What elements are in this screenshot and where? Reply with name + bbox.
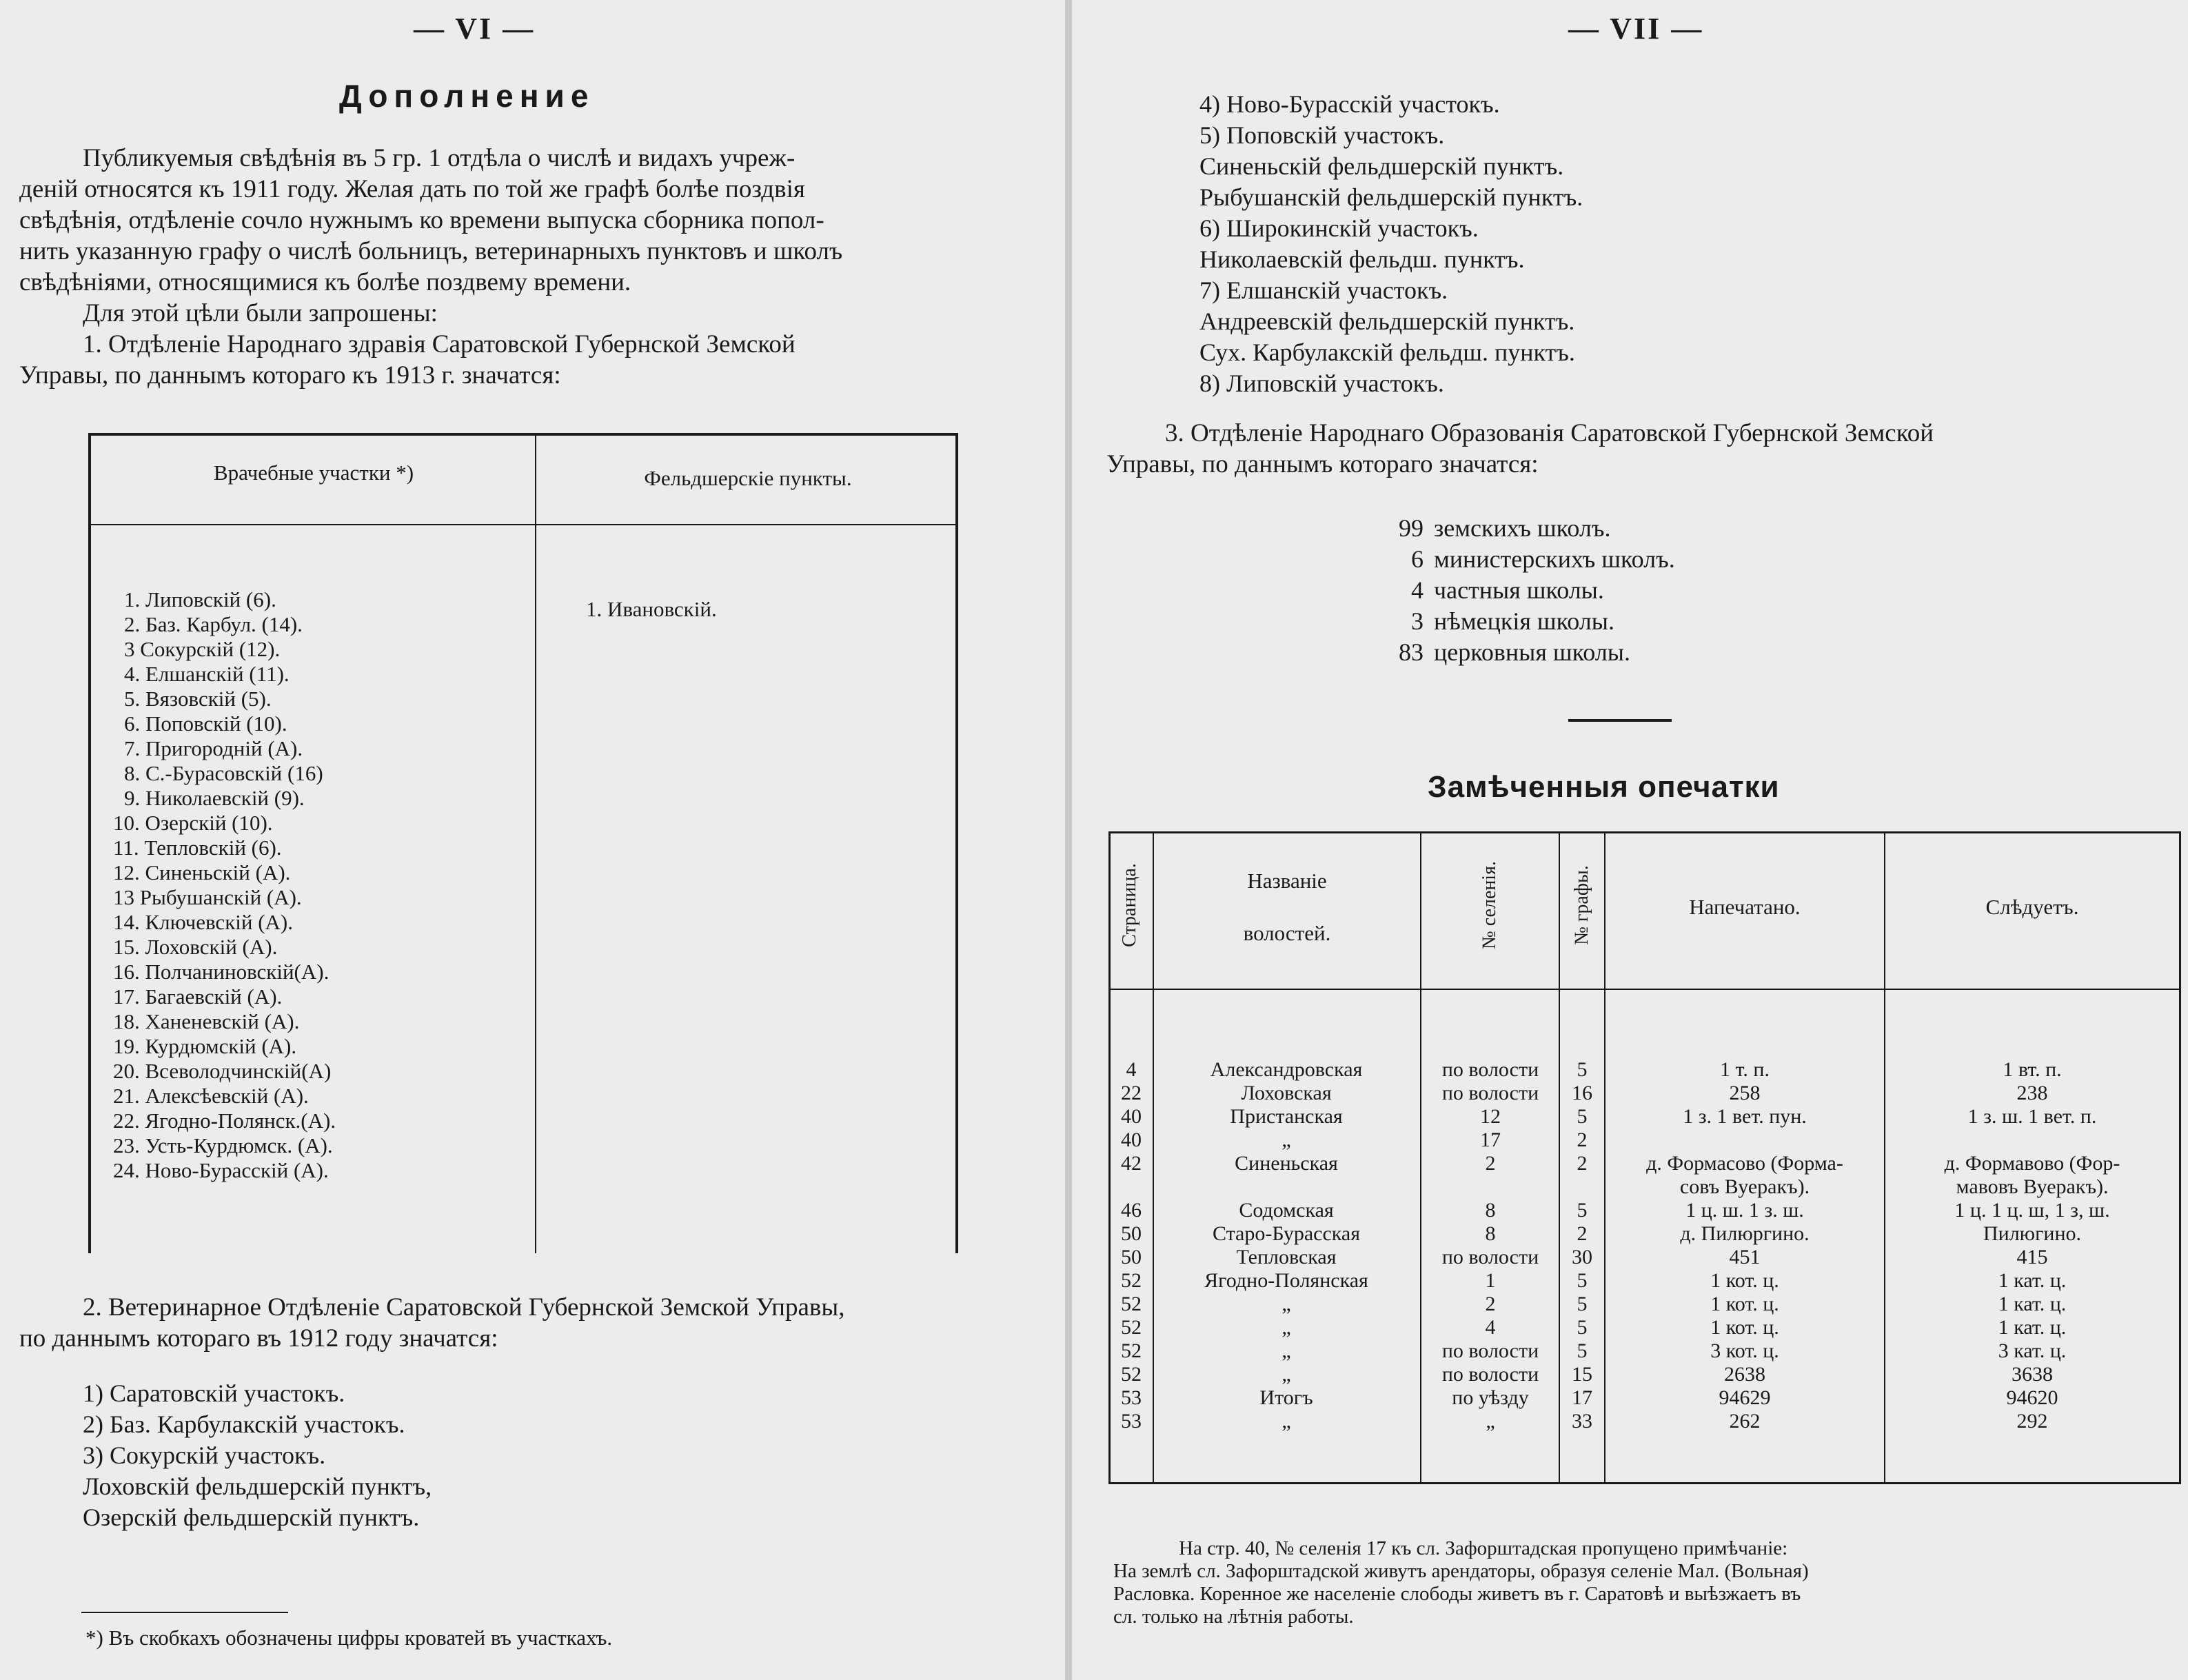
district-item: 10. Озерскій (10).: [113, 811, 273, 835]
errata-settlement: 2: [1485, 1293, 1496, 1315]
footnote-rule: [81, 1612, 288, 1613]
errata-settlement: по волости: [1441, 1339, 1539, 1362]
errata-should: д. Формавово (Фор-: [1944, 1152, 2120, 1175]
vet-item: 5) Поповскій участокъ.: [1199, 121, 1445, 149]
errata-column: 5: [1577, 1339, 1588, 1362]
errata-col-rule: [1108, 831, 1111, 1484]
errata-volost: Содомская: [1239, 1199, 1334, 1222]
errata-settlement: 1: [1485, 1269, 1496, 1292]
vet-item: Синеньскій фельдшерскій пунктъ.: [1199, 152, 1564, 180]
school-label: министерскихъ школъ.: [1434, 545, 1675, 573]
errata-column: 5: [1577, 1269, 1588, 1292]
book-gutter: [1065, 0, 1072, 1680]
note-line: сл. только на лѣтнія работы.: [1113, 1606, 1354, 1628]
footnote: *) Въ скобкахъ обозначены цифры кроватей въ участкахъ.: [85, 1626, 613, 1650]
school-count: 83: [1399, 638, 1424, 666]
errata-should: 1 кат. ц.: [1998, 1293, 2067, 1315]
errata-title: Замѣченныя опечатки: [1428, 770, 1780, 804]
errata-volost: Итогъ: [1259, 1386, 1313, 1409]
vet-item: 6) Широкинскій участокъ.: [1199, 214, 1479, 242]
school-count: 6: [1411, 545, 1424, 573]
item1-line: Управы, по даннымъ котораго къ 1913 г. значатся:: [19, 361, 561, 389]
section-title: Дополнение: [339, 78, 595, 114]
errata-column: 30: [1572, 1246, 1592, 1268]
errata-page: 52: [1121, 1316, 1142, 1339]
errata-page: 40: [1121, 1129, 1142, 1151]
errata-settlement: 4: [1485, 1316, 1496, 1339]
header-should: Слѣдуетъ.: [1985, 895, 2079, 919]
school-label: нѣмецкія школы.: [1434, 607, 1614, 635]
errata-column: 2: [1577, 1152, 1588, 1175]
errata-volost: Старо-Бурасская: [1212, 1222, 1361, 1245]
errata-settlement: 2: [1485, 1152, 1496, 1175]
school-count: 3: [1411, 607, 1424, 635]
district-item: 2. Баз. Карбул. (14).: [124, 612, 303, 636]
district-item: 21. Алексѣевскій (А).: [113, 1084, 309, 1108]
errata-column: 2: [1577, 1129, 1588, 1151]
intro-line: деній относятся къ 1911 году. Желая дать по той же графѣ болѣе поздвія: [19, 175, 805, 203]
district-item: 9. Николаевскій (9).: [124, 786, 305, 810]
errata-volost: „: [1282, 1339, 1291, 1362]
school-count: 4: [1411, 576, 1424, 604]
errata-settlement: 8: [1485, 1222, 1496, 1245]
errata-page: 42: [1121, 1152, 1142, 1175]
errata-volost: Ягодно-Полянская: [1204, 1269, 1368, 1292]
errata-printed: 262: [1729, 1410, 1761, 1433]
district-item: 4. Елшанскій (11).: [124, 662, 290, 686]
errata-should: мавовъ Вуеракъ).: [1956, 1175, 2109, 1198]
errata-settlement: по волости: [1441, 1246, 1539, 1268]
errata-page: 4: [1126, 1058, 1137, 1081]
errata-volost: „: [1282, 1293, 1291, 1315]
district-item: 19. Курдюмскій (А).: [113, 1034, 297, 1058]
errata-should: 1 кат. ц.: [1998, 1269, 2067, 1292]
errata-volost: „: [1282, 1129, 1291, 1151]
section-divider: [1568, 719, 1672, 722]
errata-printed: совъ Вуеракъ).: [1679, 1175, 1810, 1198]
item3-line: Управы, по даннымъ котораго значатся:: [1106, 450, 1539, 478]
errata-should: 1 вт. п.: [2003, 1058, 2062, 1081]
errata-col-rule: [1420, 831, 1421, 1484]
school-label: церковныя школы.: [1434, 638, 1630, 666]
errata-page: 50: [1121, 1246, 1142, 1268]
errata-volost: Синеньская: [1235, 1152, 1338, 1175]
errata-printed: 1 з. 1 вет. пун.: [1683, 1105, 1807, 1128]
note-line: На стр. 40, № селенія 17 къ сл. Зафорштадская пропущено примѣчаніе:: [1179, 1537, 1788, 1559]
errata-page: 40: [1121, 1105, 1142, 1128]
col-header-feldsher: Фельдшерскіе пункты.: [644, 466, 852, 490]
intro-line: Публикуемыя свѣдѣнія въ 5 гр. 1 отдѣла о числѣ и видахъ учреж-: [83, 144, 796, 172]
errata-page: 53: [1121, 1386, 1142, 1409]
intro-line: свѣдѣніями, относящимися къ болѣе поздвему времени.: [19, 268, 631, 296]
errata-column: 5: [1577, 1293, 1588, 1315]
table-left-rule: [88, 433, 91, 1253]
errata-volost: Пристанская: [1230, 1105, 1343, 1128]
errata-page: 53: [1121, 1410, 1142, 1433]
vet-item: 3) Сокурскій участокъ.: [83, 1441, 326, 1469]
errata-printed: 1 ц. ш. 1 з. ш.: [1685, 1199, 1804, 1222]
errata-settlement: „: [1486, 1410, 1495, 1433]
school-label: частныя школы.: [1434, 576, 1604, 604]
school-label: земскихъ школъ.: [1434, 514, 1611, 542]
note-line: На землѣ сл. Зафорштадской живутъ арендаторы, образуя селеніе Мал. (Вольная): [1113, 1560, 1809, 1582]
district-item: 11. Тепловскій (6).: [113, 836, 282, 860]
errata-column: 5: [1577, 1105, 1588, 1128]
errata-header-rule: [1108, 989, 2181, 990]
errata-volost: „: [1282, 1410, 1291, 1433]
errata-should: 415: [2016, 1246, 2048, 1268]
vet-item: 7) Елшанскій участокъ.: [1199, 276, 1448, 304]
school-count: 99: [1399, 514, 1424, 542]
district-item: 23. Усть-Курдюмск. (А).: [113, 1133, 333, 1157]
feldsher-item: 1. Ивановскій.: [586, 597, 717, 621]
errata-column: 33: [1572, 1410, 1592, 1433]
vet-item: Рыбушанскій фельдшерскій пунктъ.: [1199, 183, 1583, 211]
district-item: 12. Синеньскій (А).: [113, 860, 291, 884]
errata-should: 3638: [2012, 1363, 2053, 1386]
header-page: Страница.: [1119, 863, 1140, 947]
col-header-districts: Врачебные участки *): [213, 461, 414, 485]
errata-should: 94620: [2006, 1386, 2058, 1409]
errata-column: 16: [1572, 1082, 1592, 1104]
page-right: [1072, 0, 2188, 1680]
errata-should: 292: [2016, 1410, 2048, 1433]
table-top-rule: [88, 433, 957, 436]
errata-page: 52: [1121, 1293, 1142, 1315]
vet-item: 8) Липовскій участокъ.: [1199, 370, 1444, 397]
errata-settlement: 17: [1480, 1129, 1501, 1151]
district-item: 20. Всеволодчинскій(А): [113, 1059, 332, 1083]
errata-settlement: 8: [1485, 1199, 1496, 1222]
header-printed: Напечатано.: [1689, 895, 1801, 919]
errata-should: 1 ц. 1 ц. ш, 1 з, ш.: [1954, 1199, 2110, 1222]
district-item: 6. Поповскій (10).: [124, 711, 287, 736]
errata-settlement: по уѣзду: [1452, 1386, 1529, 1409]
errata-settlement: по волости: [1441, 1058, 1539, 1081]
header-settlement: № селенія.: [1479, 861, 1500, 949]
district-item: 3 Сокурскій (12).: [124, 637, 281, 661]
errata-col-rule: [2179, 831, 2181, 1484]
item3-line: 3. Отдѣленіе Народнаго Образованія Саратовской Губернской Земской: [1165, 419, 1934, 447]
district-item: 24. Ново-Бурасскій (А).: [113, 1158, 329, 1182]
errata-printed: 3 кот. ц.: [1710, 1339, 1779, 1362]
errata-settlement: по волости: [1441, 1082, 1539, 1104]
district-item: 8. С.-Бурасовскій (16): [124, 761, 323, 785]
district-item: 22. Ягодно-Полянск.(А).: [113, 1109, 336, 1133]
errata-printed: 451: [1729, 1246, 1761, 1268]
errata-page: 52: [1121, 1339, 1142, 1362]
errata-printed: 1 т. п.: [1720, 1058, 1770, 1081]
district-item: 5. Вязовскій (5).: [124, 687, 272, 711]
errata-column: 5: [1577, 1316, 1588, 1339]
errata-settlement: по волости: [1441, 1363, 1539, 1386]
header-volost: Названіе: [1247, 869, 1327, 893]
errata-volost: Лоховская: [1241, 1082, 1332, 1104]
vet-item: 4) Ново-Бурасскій участокъ.: [1199, 90, 1500, 118]
errata-col-rule: [1153, 831, 1154, 1484]
errata-page: 50: [1121, 1222, 1142, 1245]
district-item: 1. Липовскій (6).: [124, 587, 276, 611]
table-mid-rule: [535, 433, 536, 1253]
errata-column: 5: [1577, 1058, 1588, 1081]
errata-volost: „: [1282, 1363, 1291, 1386]
errata-printed: д. Пилюргино.: [1680, 1222, 1810, 1245]
errata-column: 17: [1572, 1386, 1592, 1409]
district-item: 17. Багаевскій (А).: [113, 984, 283, 1009]
item1-line: 1. Отдѣленіе Народнаго здравія Саратовской Губернской Земской: [83, 330, 796, 358]
errata-volost: Александровская: [1210, 1058, 1363, 1081]
errata-column: 5: [1577, 1199, 1588, 1222]
errata-volost: Тепловская: [1236, 1246, 1337, 1268]
vet-item: Лоховскій фельдшерскій пунктъ,: [83, 1472, 432, 1500]
page-left: [0, 0, 1065, 1680]
errata-column: 2: [1577, 1222, 1588, 1245]
district-item: 13 Рыбушанскій (А).: [113, 885, 302, 909]
district-item: 15. Лоховскій (А).: [113, 935, 278, 959]
errata-should: Пилюгино.: [1983, 1222, 2082, 1245]
table-right-rule: [955, 433, 958, 1253]
errata-bottom-rule: [1108, 1482, 2181, 1484]
errata-printed: 258: [1729, 1082, 1761, 1104]
vet-item: 2) Баз. Карбулакскій участокъ.: [83, 1410, 405, 1438]
header-volost: волостей.: [1243, 921, 1331, 945]
errata-printed: 1 кот. ц.: [1710, 1293, 1779, 1315]
vet-item: Николаевскій фельдш. пунктъ.: [1199, 245, 1525, 273]
errata-printed: д. Формасово (Форма-: [1646, 1152, 1843, 1175]
table-header-rule: [88, 524, 957, 525]
vet-item: 1) Саратовскій участокъ.: [83, 1379, 345, 1407]
errata-should: 3 кат. ц.: [1998, 1339, 2067, 1362]
errata-page: 52: [1121, 1363, 1142, 1386]
item2-line: 2. Ветеринарное Отдѣленіе Саратовской Губернской Земской Управы,: [83, 1293, 845, 1322]
intro-line: нить указанную графу о числѣ больницъ, ветеринарныхъ пунктовъ и школъ: [19, 237, 843, 265]
errata-should: 1 кат. ц.: [1998, 1316, 2067, 1339]
vet-item: Андреевскій фельдшерскій пунктъ.: [1199, 307, 1575, 335]
errata-printed: 2638: [1724, 1363, 1765, 1386]
errata-col-rule: [1604, 831, 1605, 1484]
errata-page: 46: [1121, 1199, 1142, 1222]
errata-page: 22: [1121, 1082, 1142, 1104]
errata-printed: 94629: [1719, 1386, 1771, 1409]
errata-printed: 1 кот. ц.: [1710, 1269, 1779, 1292]
errata-top-rule: [1108, 831, 2181, 833]
errata-volost: „: [1282, 1316, 1291, 1339]
district-item: 14. Ключевскій (А).: [113, 910, 293, 934]
district-item: 16. Полчаниновскій(А).: [113, 960, 330, 984]
page-number-left: — VI —: [414, 12, 536, 45]
errata-column: 15: [1572, 1363, 1592, 1386]
district-item: 18. Ханеневскій (А).: [113, 1009, 300, 1033]
errata-col-rule: [1884, 831, 1885, 1484]
page-number-right: — VII —: [1568, 12, 1704, 45]
item2-line: по даннымъ котораго въ 1912 году значатся:: [19, 1324, 498, 1353]
errata-printed: 1 кот. ц.: [1710, 1316, 1779, 1339]
errata-page: 52: [1121, 1269, 1142, 1292]
vet-item: Озерскій фельдшерскій пунктъ.: [83, 1504, 420, 1531]
header-column: № графы.: [1571, 865, 1592, 945]
errata-should: 238: [2016, 1082, 2048, 1104]
vet-item: Сух. Карбулакскій фельдш. пунктъ.: [1199, 338, 1575, 366]
errata-settlement: 12: [1480, 1105, 1501, 1128]
errata-col-rule: [1559, 831, 1560, 1484]
note-line: Расловка. Коренное же населеніе слободы живетъ въ г. Саратовѣ и выѣзжаетъ въ: [1113, 1583, 1801, 1605]
district-item: 7. Пригородній (А).: [124, 736, 303, 760]
requested-line: Для этой цѣли были запрошены:: [83, 299, 438, 327]
errata-should: 1 з. ш. 1 вет. п.: [1967, 1105, 2097, 1128]
intro-line: свѣдѣнія, отдѣленіе сочло нужнымъ ко времени выпуска сборника попол-: [19, 206, 824, 234]
